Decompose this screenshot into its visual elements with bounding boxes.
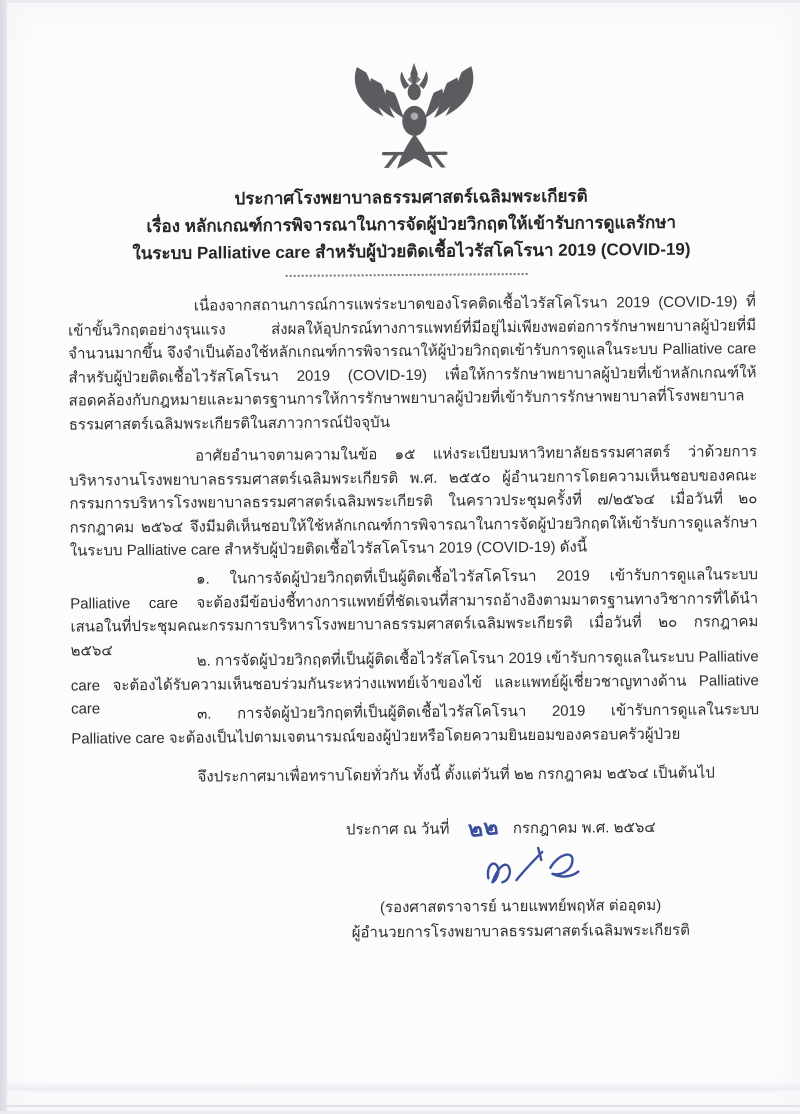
paper-bottom-edge <box>7 1105 800 1107</box>
paragraph-authority: อาศัยอำนาจตามความในข้อ ๑๕ แห่งระเบียบมหาวิทยาลัยธรรมศาสตร์ ว่าด้วยการบริหารงานโรงพยาบาลธรรมศาสตร์เฉลิมพระเกียรติ พ.ศ. ๒๕๕๐ ผู้อำนวยการโดยความเห็นชอบของคณะกรรมการบริหารโรงพยาบาลธรรมศาสตร์เฉลิมพระเกียรติ ในคราวประชุมครั้งที่ ๗/๒๕๖๔ เมื่อวันที่ ๒๐ กรกฎาคม ๒๕๖๔ จึงมีมติเห็นชอบให้ใช้หลักเกณฑ์การพิจารณาในการจัดผู้ป่วยวิกฤตให้เข้ารับการดูแลรักษาในระบบ Palliative care สำหรับผู้ป่วยติดเชื้อไวรัสโคโรนา 2019 (COVID-19) ดังนี้ <box>69 443 758 560</box>
signer-position: ผู้อำนวยการโรงพยาบาลธรรมศาสตร์เฉลิมพระเกียรติ <box>351 921 690 942</box>
signature-handwriting-icon <box>478 837 608 896</box>
criteria-item-2: ๒. การจัดผู้ป่วยวิกฤตที่เป็นผู้ติดเชื้อไวรัสโคโรนา 2019 เข้ารับการดูแลในระบบ Palliative care จะต้องได้รับความเห็นชอบร่วมกันระหว่างแพทย์เจ้าของไข้ และแพทย์ผู้เชี่ยวชาญทางด้าน Palliative care <box>70 648 759 718</box>
document-content <box>4 0 800 1114</box>
scan-left-edge <box>0 0 7 1111</box>
issued-date-suffix: กรกฎาคม พ.ศ. ๒๕๖๔ <box>512 819 656 838</box>
handwritten-day-number: ๒๒ <box>466 813 501 843</box>
garuda-emblem-icon <box>339 60 490 181</box>
announcement-subject-line2: ในระบบ Palliative care สำหรับผู้ป่วยติดเชื้อไวรัสโคโรนา 2019 (COVID-19) <box>132 239 691 264</box>
dotted-divider <box>286 273 528 277</box>
issued-date-prefix: ประกาศ ณ วันที่ <box>345 820 450 839</box>
criteria-item-1: ๑. ในการจัดผู้ป่วยวิกฤตที่เป็นผู้ติดเชื้อไวรัสโคโรนา 2019 เข้ารับการดูแลในระบบ Palliative care จะต้องมีข้อบ่งชี้ทางการแพทย์ที่ชัดเจนที่สามารถอ้างอิงตามมาตรฐานทางวิชาการที่ได้นำเสนอในที่ประชุมคณะกรรมการบริหารโรงพยาบาลธรรมศาสตร์เฉลิมพระเกียรติ เมื่อวันที่ ๒๐ กรกฎาคม ๒๕๖๔ <box>70 566 759 660</box>
paper-fold-shadow <box>7 1083 800 1093</box>
signer-name: (รองศาสตราจารย์ นายแพทย์พฤหัส ต่ออุดม) <box>379 896 662 917</box>
criteria-item-3: ๓. การจัดผู้ป่วยวิกฤตที่เป็นผู้ติดเชื้อไวรัสโคโรนา 2019 เข้ารับการดูแลในระบบ Palliative care จะต้องเป็นไปตามเจตนารมณ์ของผู้ป่วยหรือโดยความยินยอมของครอบครัวผู้ป่วย <box>71 701 760 748</box>
announcement-org-title: ประกาศโรงพยาบาลธรรมศาสตร์เฉลิมพระเกียรติ <box>234 186 588 209</box>
paragraph-background: เนื่องจากสถานการณ์การแพร่ระบาดของโรคติดเชื้อไวรัสโคโรนา 2019 (COVID-19) ที่เข้าขั้นวิกฤตอย่างรุนแรง ส่งผลให้อุปกรณ์ทางการแพทย์ที่มีอยู่ไม่เพียงพอต่อการรักษาพยาบาลผู้ป่วยที่มีจำนวนมากขึ้น จึงจำเป็นต้องใช้หลักเกณฑ์การพิจารณาให้ผู้ป่วยวิกฤตเข้ารับการดูแลในระบบ Palliative care สำหรับผู้ป่วยติดเชื้อไวรัสโคโรนา 2019 (COVID-19) เพื่อให้การรักษาพยาบาลผู้ป่วยที่เข้าหลักเกณฑ์ให้สอดคล้องกับกฎหมายและมาตรฐานการให้การรักษาพยาบาลผู้ป่วยที่เข้ารับการรักษาพยาบาลที่โรงพยาบาลธรรมศาสตร์เฉลิมพระเกียรติในสภาวการณ์ปัจจุบัน <box>68 293 757 434</box>
closing-statement: จึงประกาศมาเพื่อทราบโดยทั่วกัน ทั้งนี้ ตั้งแต่วันที่ ๒๒ กรกฎาคม ๒๕๖๔ เป็นต้นไป <box>197 764 715 786</box>
announcement-subject-line1: เรื่อง หลักเกณฑ์การพิจารณาในการจัดผู้ป่วยวิกฤตให้เข้ารับการดูแลรักษา <box>146 212 677 237</box>
scanned-document-page <box>7 3 800 1111</box>
